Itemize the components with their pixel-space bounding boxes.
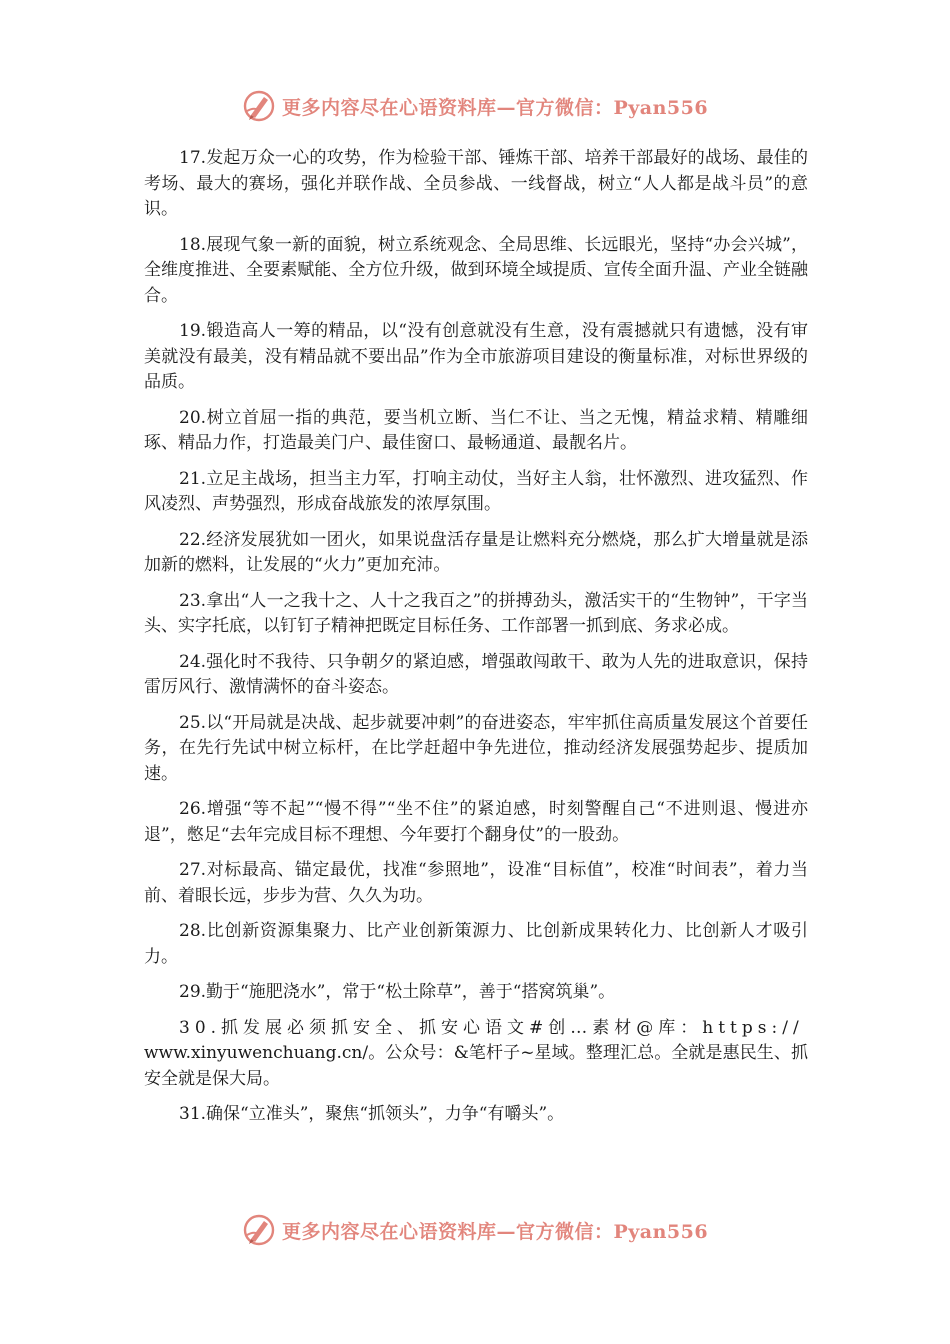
paragraph-26: 26.增强“等不起”“慢不得”“坐不住”的紧迫感，时刻警醒自己“不进则退、慢进亦退”，憋足“去年完成目标不理想、今年要打个翻身仗”的一股劲。 xyxy=(144,799,808,845)
paragraph-17: 17.发起万众一心的攻势，作为检验干部、锤炼干部、培养干部最好的战场、最佳的考场、最大的赛场，强化并联作战、全员参战、一线督战，树立“人人都是战斗员”的意识。 xyxy=(144,148,808,219)
paragraph-28: 28.比创新资源集聚力、比产业创新策源力、比创新成果转化力、比创新人才吸引力。 xyxy=(144,921,808,967)
header-banner xyxy=(0,86,950,126)
header-banner-text: 更多内容尽在心语资料库—官方微信：Pyan556 xyxy=(281,96,709,119)
paragraph-20: 20.树立首屈一指的典范，要当机立断、当仁不让、当之无愧，精益求精、精雕细琢、精品力作，打造最美门户、最佳窗口、最畅通道、最靓名片。 xyxy=(144,407,808,453)
footer-banner xyxy=(0,1210,950,1250)
footer-banner-text: 更多内容尽在心语资料库—官方微信：Pyan556 xyxy=(281,1220,709,1243)
paragraph-30-lead: 30.抓发展必须抓安全、抓安心语文#创…素材@库：https:// xyxy=(179,1017,804,1038)
paragraph-27: 27.对标最高、锚定最优，找准“参照地”，设准“目标值”，校准“时间表”，着力当前、着眼长远，步步为营、久久为功。 xyxy=(144,860,808,906)
paragraph-31: 31.确保“立准头”，聚焦“抓领头”，力争“有嚼头”。 xyxy=(179,1104,565,1124)
pen-logo-icon xyxy=(242,89,276,123)
paragraph-29: 29.勤于“施肥浇水”，常于“松土除草”，善于“搭窝筑巢”。 xyxy=(179,982,616,1002)
paragraph-25: 25.以“开局就是决战、起步就要冲刺”的奋进姿态，牢牢抓住高质量发展这个首要任务，在先行先试中树立标杆，在比学赶超中争先进位，推动经济发展强势起步、提质加速。 xyxy=(144,712,808,784)
paragraph-19: 19.锻造高人一筹的精品，以“没有创意就没有生意，没有震撼就只有遗憾，没有审美就没有最美，没有精品就不要出品”作为全市旅游项目建设的衡量标准，对标世界级的品质。 xyxy=(144,321,808,392)
paragraph-23: 23.拿出“人一之我十之、人十之我百之”的拼搏劲头，激活实干的“生物钟”，干字当头、实字托底，以钉钉子精神把既定目标任务、工作部署一抓到底、务求必成。 xyxy=(144,590,808,636)
paragraph-30-rest: www.xinyuwenchuang.cn/。公众号：&笔杆子~星域。整理汇总。全就是惠民生、抓安全就是保大局。 xyxy=(144,1043,808,1089)
pen-logo-icon xyxy=(242,1213,276,1247)
paragraph-22: 22.经济发展犹如一团火，如果说盘活存量是让燃料充分燃烧，那么扩大增量就是添加新的燃料，让发展的“火力”更加充沛。 xyxy=(144,529,808,575)
header-banner-inner xyxy=(242,89,708,123)
paragraph-18: 18.展现气象一新的面貌，树立系统观念、全局思维、长远眼光，坚持“办会兴城”，全维度推进、全要素赋能、全方位升级，做到环境全域提质、宣传全面升温、产业全链融合。 xyxy=(144,234,808,306)
paragraph-24: 24.强化时不我待、只争朝夕的紧迫感，增强敢闯敢干、敢为人先的进取意识，保持雷厉风行、激情满怀的奋斗姿态。 xyxy=(144,651,808,697)
document-body xyxy=(144,146,808,1138)
paragraph-30 xyxy=(144,1016,808,1093)
paragraph-21: 21.立足主战场，担当主力军，打响主动仗，当好主人翁，壮怀激烈、进攻猛烈、作风凌烈、声势强烈，形成奋战旅发的浓厚氛围。 xyxy=(144,468,808,514)
footer-banner-inner xyxy=(242,1213,708,1247)
